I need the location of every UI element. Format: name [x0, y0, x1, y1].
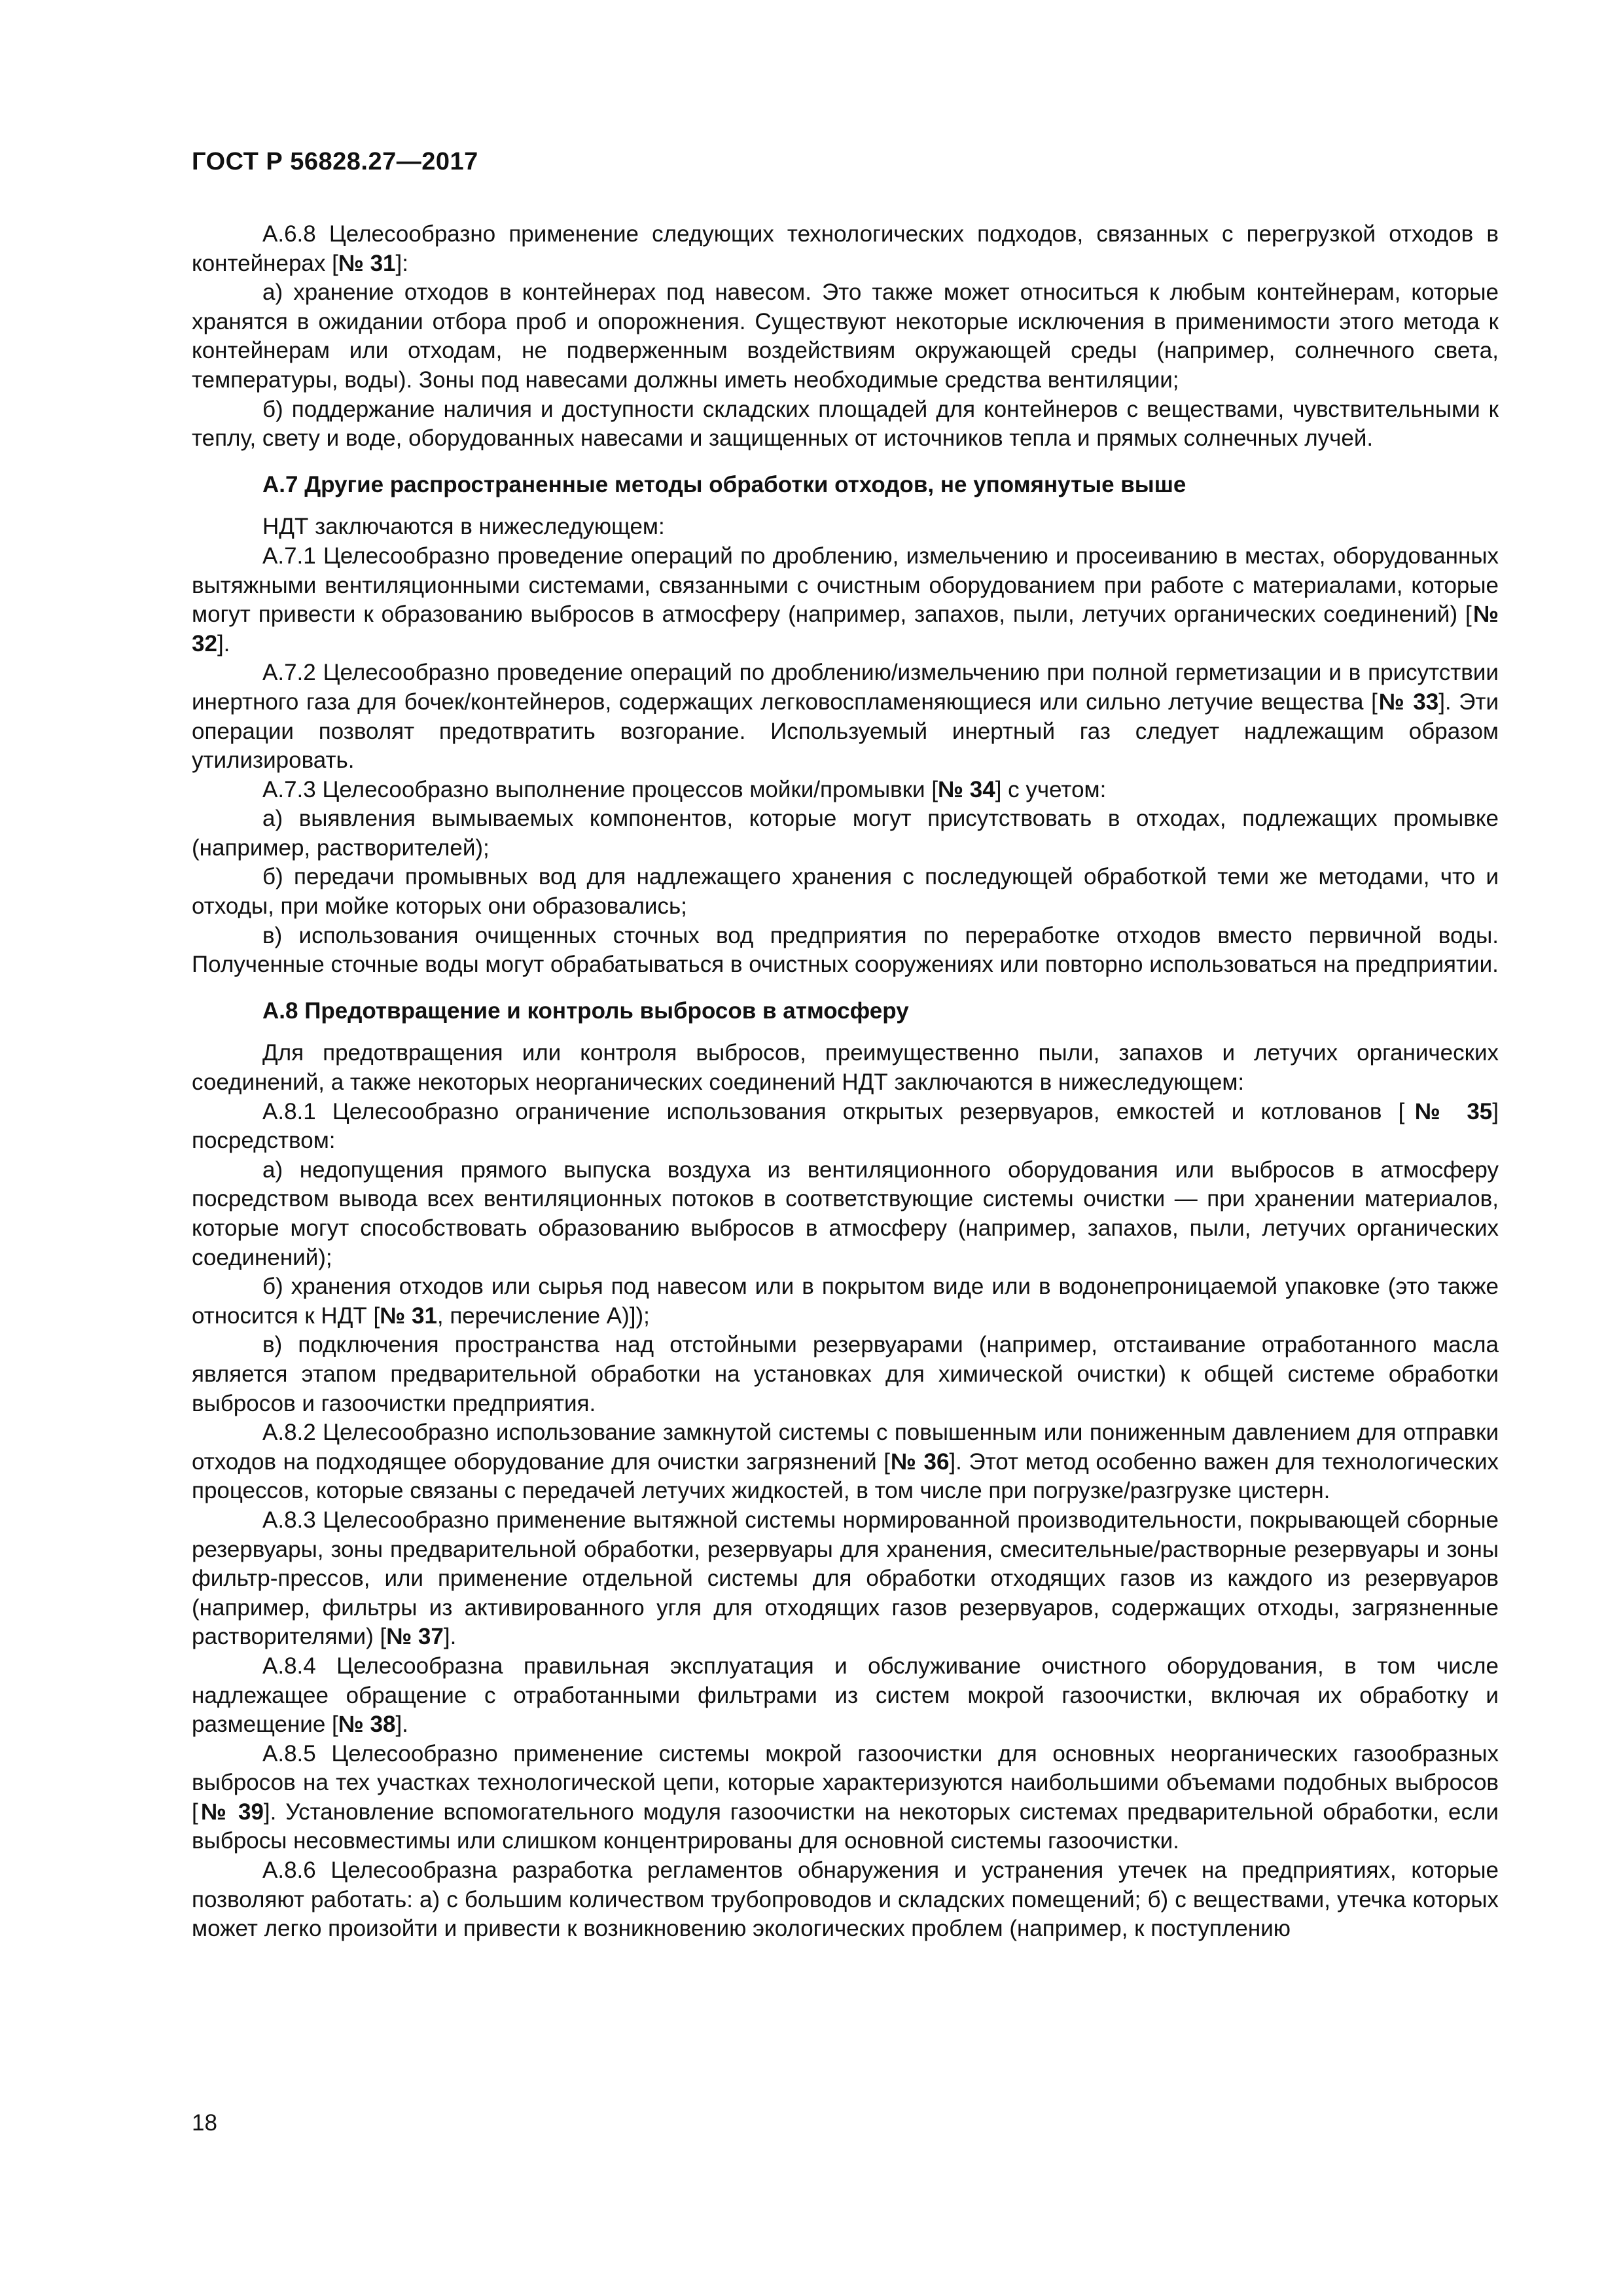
paragraph: А.8.6 Целесообразна разработка регламентов обнаружения и устранения утечек на предприятиях, которые позволяют работать: а) с большим количеством трубопроводов и складских помещений; б) с веществами, утечка которых может легко произойти и привести к возникновению экологических проблем (например, к поступлению: [192, 1857, 1499, 1942]
paragraph: А.7.1 Целесообразно проведение операций по дроблению, измельчению и просеиванию в местах, оборудованных вытяжными вентиляционными системами, связанными с очистным оборудованием при работе с материалами, которые могут привести к образованию выбросов в атмосферу (например, запахов, пыли, летучих органических соединений) [№ 32].: [192, 543, 1499, 656]
paragraph: А.8.1 Целесообразно ограничение использования открытых резервуаров, емкостей и котлованов [№ 35] посредством:: [192, 1098, 1499, 1154]
paragraph: а) хранение отходов в контейнерах под навесом. Это также может относиться к любым контейнерам, которые хранятся в ожидании отбора проб и опорожнения. Существуют некоторые исключения в применимости этого метода к контейнерам или отходам, не подверженным воздействиям окружающей среды (например, солнечного света, температуры, воды). Зоны под навесами должны иметь необходимые средства вентиляции;: [192, 279, 1499, 393]
paragraph: НДТ заключаются в нижеследующем:: [262, 514, 665, 540]
section-heading: А.8 Предотвращение и контроль выбросов в атмосферу: [262, 997, 909, 1024]
paragraph: А.8.2 Целесообразно использование замкнутой системы с повышенным или пониженным давлением для отправки отходов на подходящее оборудование для очистки загрязнений [№ 36]. Этот метод особенно важен для технологических процессов, которые связаны с передачей летучих жидкостей, в том числе при погрузке/разгрузке цистерн.: [192, 1420, 1499, 1504]
document-body: [192, 220, 1499, 1944]
section-heading: А.7 Другие распространенные методы обработки отходов, не упомянутые выше: [262, 471, 1186, 497]
paragraph: А.8.4 Целесообразна правильная эксплуатация и обслуживание очистного оборудования, в том числе надлежащее обращение с отработанными фильтрами из систем мокрой газоочистки, включая их обработку и размещение [№ 38].: [192, 1653, 1499, 1738]
paragraph: а) недопущения прямого выпуска воздуха из вентиляционного оборудования или выбросов в атмосферу посредством вывода всех вентиляционных потоков в соответствующие системы очистки — при хранении материалов, которые могут способствовать образованию выбросов в атмосферу (например, запахов, пыли, летучих органических соединений);: [192, 1157, 1499, 1270]
paragraph: б) поддержание наличия и доступности складских площадей для контейнеров с веществами, чувствительными к теплу, свету и воде, оборудованных навесами и защищенных от источников тепла и прямых солнечных лучей.: [192, 396, 1499, 452]
paragraph: б) хранения отходов или сырья под навесом или в покрытом виде или в водонепроницаемой упаковке (это также относится к НДТ [№ 31, перечисление А)]);: [192, 1274, 1499, 1329]
document-header: ГОСТ Р 56828.27—2017: [192, 148, 478, 175]
paragraph: А.7.2 Целесообразно проведение операций по дроблению/измельчению при полной герметизации и в присутствии инертного газа для бочек/контейнеров, содержащих легковоспламеняющиеся или сильно летучие вещества [№ 33]. Эти операции позволят предотвратить возгорание. Используемый инертный газ следует надлежащим образом утилизировать.: [192, 660, 1499, 774]
page-number: 18: [192, 2110, 217, 2136]
paragraph: А.8.3 Целесообразно применение вытяжной системы нормированной производительности, покрывающей сборные резервуары, зоны предварительной обработки, резервуары для хранения, смесительные/растворные резервуары и зоны фильтр-прессов, или применение отдельной системы для обработки отходящих газов из каждого из резервуаров (например, фильтры из активированного угля для отходящих газов резервуаров, содержащих отходы, загрязненные растворителями) [№ 37].: [192, 1507, 1499, 1650]
paragraph: А.6.8 Целесообразно применение следующих технологических подходов, связанных с перегрузкой отходов в контейнерах [№ 31]:: [192, 221, 1499, 276]
paragraph: А.8.5 Целесообразно применение системы мокрой газоочистки для основных неорганических газообразных выбросов на тех участках технологической цепи, которые характеризуются наибольшими объемами подобных выбросов [№ 39]. Установление вспомогательного модуля газоочистки на некоторых системах предварительной обработки, если выбросы несовместимы или слишком концентрированы для основной системы газоочистки.: [192, 1740, 1499, 1854]
paragraph: в) использования очищенных сточных вод предприятия по переработке отходов вместо первичной воды. Полученные сточные воды могут обрабатываться в очистных сооружениях или повторно использоваться на предприятии.: [192, 922, 1499, 978]
paragraph: в) подключения пространства над отстойными резервуарами (например, отстаивание отработанного масла является этапом предварительной обработки на установках для химической очистки) к общей системе обработки выбросов и газоочистки предприятия.: [192, 1332, 1499, 1416]
paragraph: б) передачи промывных вод для надлежащего хранения с последующей обработкой теми же методами, что и отходы, при мойке которых они образовались;: [192, 864, 1499, 920]
paragraph: А.7.3 Целесообразно выполнение процессов мойки/промывки [№ 34] с учетом:: [262, 776, 1107, 802]
paragraph: а) выявления вымываемых компонентов, которые могут присутствовать в отходах, подлежащих промывке (например, растворителей);: [192, 806, 1499, 861]
paragraph: Для предотвращения или контроля выбросов, преимущественно пыли, запахов и летучих органических соединений, а также некоторых неорганических соединений НДТ заключаются в нижеследующем:: [192, 1040, 1499, 1096]
